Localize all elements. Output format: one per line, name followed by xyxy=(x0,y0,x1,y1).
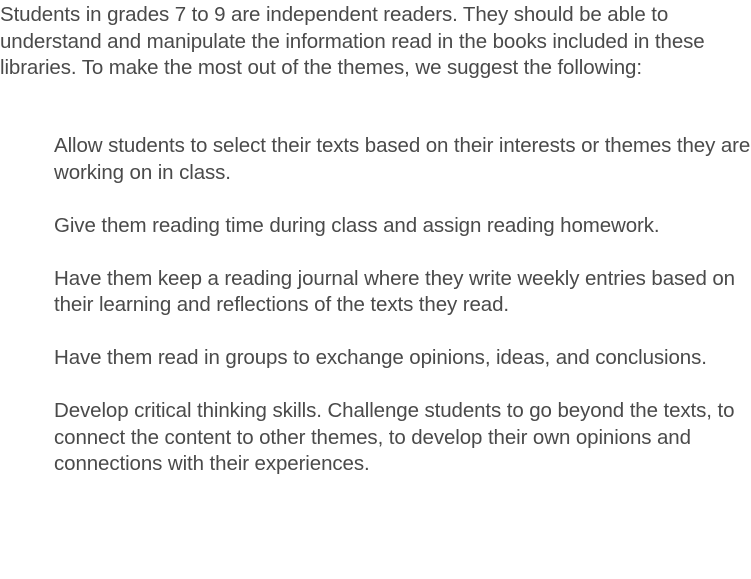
suggestion-item: Have them read in groups to exchange opinions, ideas, and conclusions. xyxy=(54,346,707,369)
suggestion-item: Have them keep a reading journal where they write weekly entries based on their learning and reflections of the texts they read. xyxy=(54,266,735,316)
suggestion-list xyxy=(54,133,751,504)
suggestion-item: Allow students to select their texts based on their interests or themes they are working on in class. xyxy=(54,134,751,184)
suggestion-item: Develop critical thinking skills. Challenge students to go beyond the texts, to connect the content to other themes, to develop their own opinions and connections with their experiences. xyxy=(54,399,735,475)
suggestion-item: Give them reading time during class and assign reading homework. xyxy=(54,213,660,237)
intro-paragraph: Students in grades 7 to 9 are independent readers. They should be able to understand and manipulate the information read in the books included in these libraries. To make the most out of the themes, we suggest the following: xyxy=(0,3,705,79)
